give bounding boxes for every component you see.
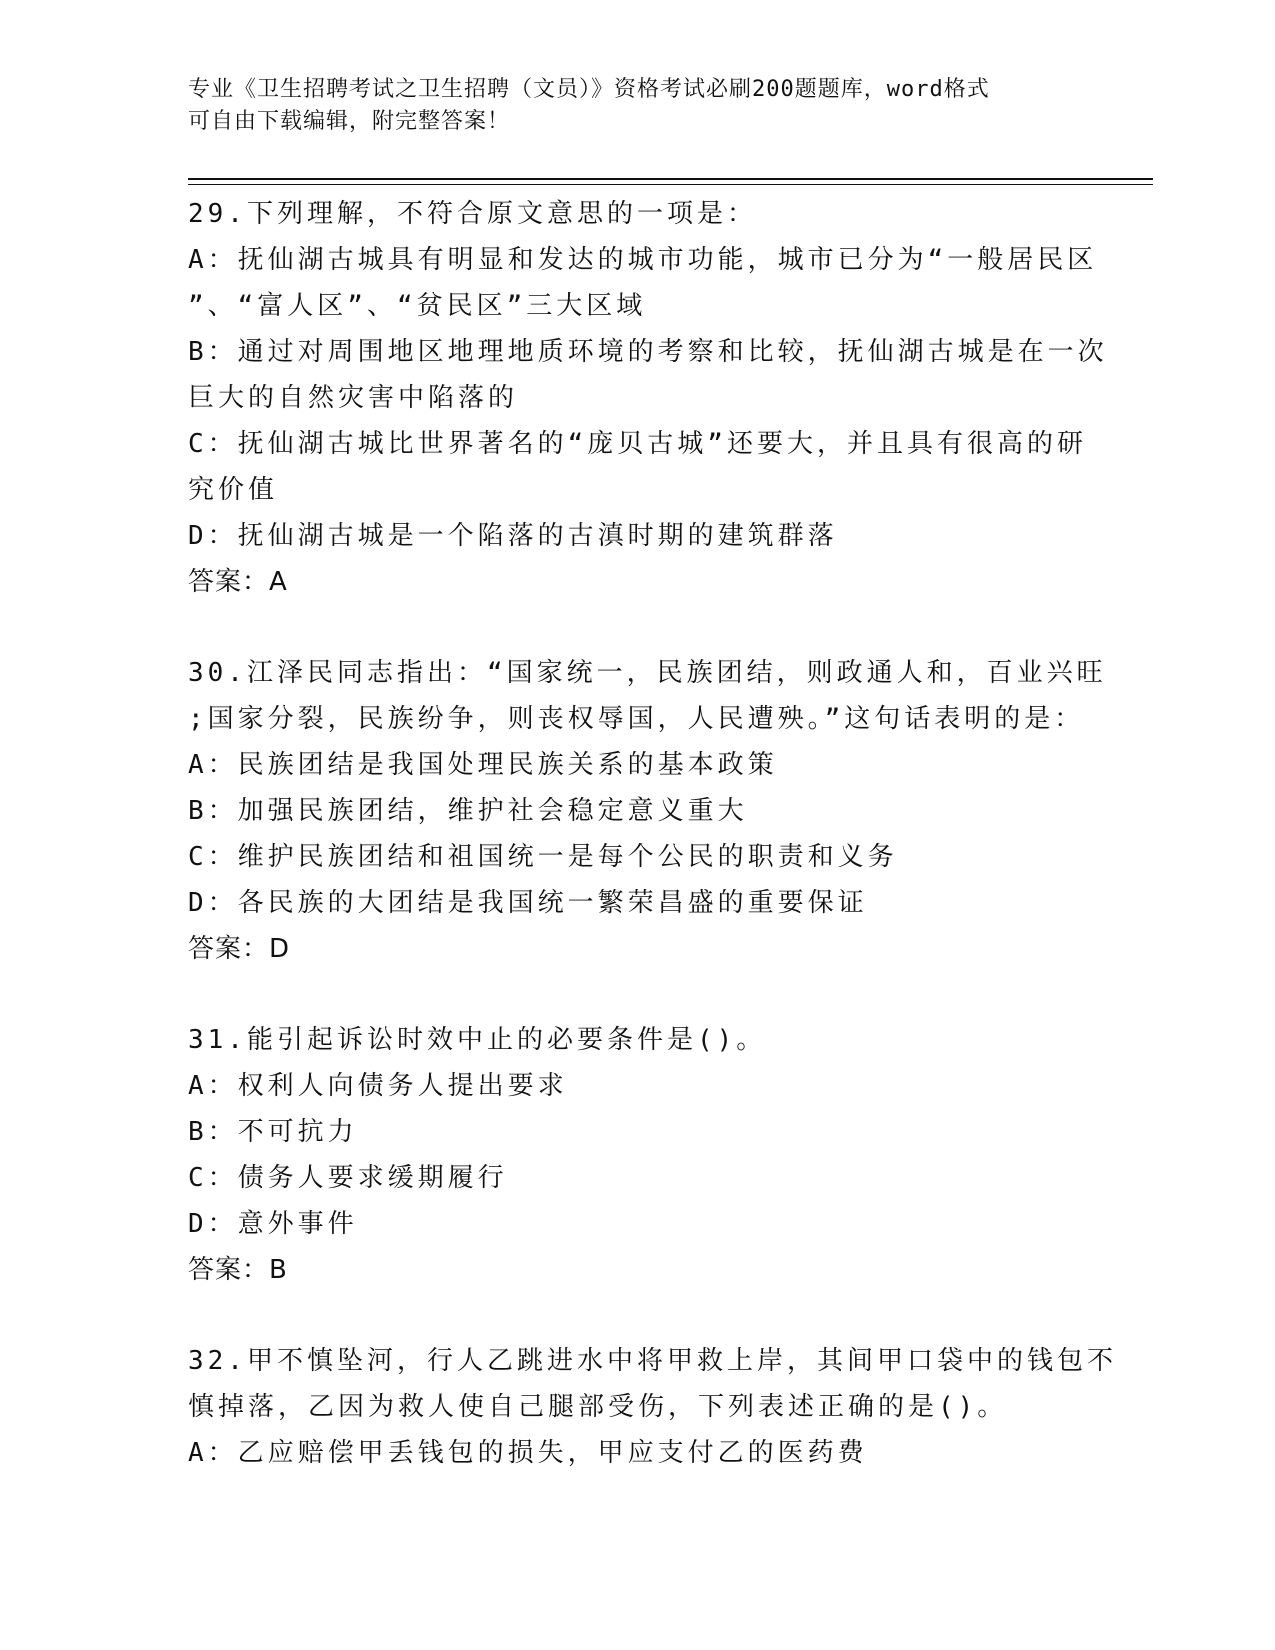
question-31-option-a: A：权利人向债务人提出要求 <box>188 1071 568 1101</box>
question-spacer <box>188 972 1088 1017</box>
header-divider-thin <box>188 184 1153 185</box>
question-32-stem-line-2: 慎掉落，乙因为救人使自己腿部受伤，下列表述正确的是()。 <box>188 1392 1008 1422</box>
question-31-answer: 答案：B <box>188 1255 288 1285</box>
question-30-stem-line-1: 30.江泽民同志指出：“国家统一，民族团结，则政通人和，百业兴旺 <box>188 658 1107 688</box>
question-30-option-d: D：各民族的大团结是我国统一繁荣昌盛的重要保证 <box>188 888 868 918</box>
question-30-option-a: A：民族团结是我国处理民族关系的基本政策 <box>188 750 778 780</box>
question-29-answer: 答案：A <box>188 567 288 597</box>
question-spacer <box>188 1293 1088 1338</box>
header-line-1: 专业《卫生招聘考试之卫生招聘（文员）》资格考试必刷200题题库，word格式 <box>188 77 990 102</box>
question-29-option-b-line-2: 巨大的自然灾害中陷落的 <box>188 383 519 413</box>
question-29 <box>188 191 1108 605</box>
question-spacer <box>188 605 1088 650</box>
question-30 <box>188 650 1107 972</box>
question-31-option-c: C：债务人要求缓期履行 <box>188 1163 508 1193</box>
document-header-note <box>188 74 1068 138</box>
question-29-option-c-line-2: 究价值 <box>188 475 279 505</box>
header-divider-thick <box>188 178 1153 180</box>
question-31-stem: 31.能引起诉讼时效中止的必要条件是()。 <box>188 1025 767 1055</box>
question-32-option-a: A：乙应赔偿甲丢钱包的损失，甲应支付乙的医药费 <box>188 1438 868 1468</box>
question-30-answer: 答案：D <box>188 934 291 964</box>
question-30-option-b: B：加强民族团结，维护社会稳定意义重大 <box>188 796 748 826</box>
question-29-option-a-line-2: ”、“富人区”、“贫民区”三大区域 <box>188 291 647 321</box>
question-31-option-b: B：不可抗力 <box>188 1117 358 1147</box>
question-32 <box>188 1338 1117 1476</box>
question-30-stem-line-2: ;国家分裂，民族纷争，则丧权辱国，人民遭殃。”这句话表明的是： <box>188 704 1085 734</box>
question-31 <box>188 1017 1088 1293</box>
question-30-option-c: C：维护民族团结和祖国统一是每个公民的职责和义务 <box>188 842 898 872</box>
question-29-stem: 29.下列理解，不符合原文意思的一项是： <box>188 199 757 229</box>
question-29-option-c-line-1: C：抚仙湖古城比世界著名的“庞贝古城”还要大，并且具有很高的研 <box>188 429 1087 459</box>
question-list <box>188 191 1117 1476</box>
question-32-stem-line-1: 32.甲不慎坠河，行人乙跳进水中将甲救上岸，其间甲口袋中的钱包不 <box>188 1346 1117 1376</box>
question-29-option-d: D：抚仙湖古城是一个陷落的古滇时期的建筑群落 <box>188 521 838 551</box>
question-29-option-a-line-1: A：抚仙湖古城具有明显和发达的城市功能，城市已分为“一般居民区 <box>188 245 1098 275</box>
question-29-option-b-line-1: B：通过对周围地区地理地质环境的考察和比较，抚仙湖古城是在一次 <box>188 337 1108 367</box>
question-31-option-d: D：意外事件 <box>188 1209 358 1239</box>
header-line-2: 可自由下载编辑，附完整答案！ <box>188 109 511 134</box>
